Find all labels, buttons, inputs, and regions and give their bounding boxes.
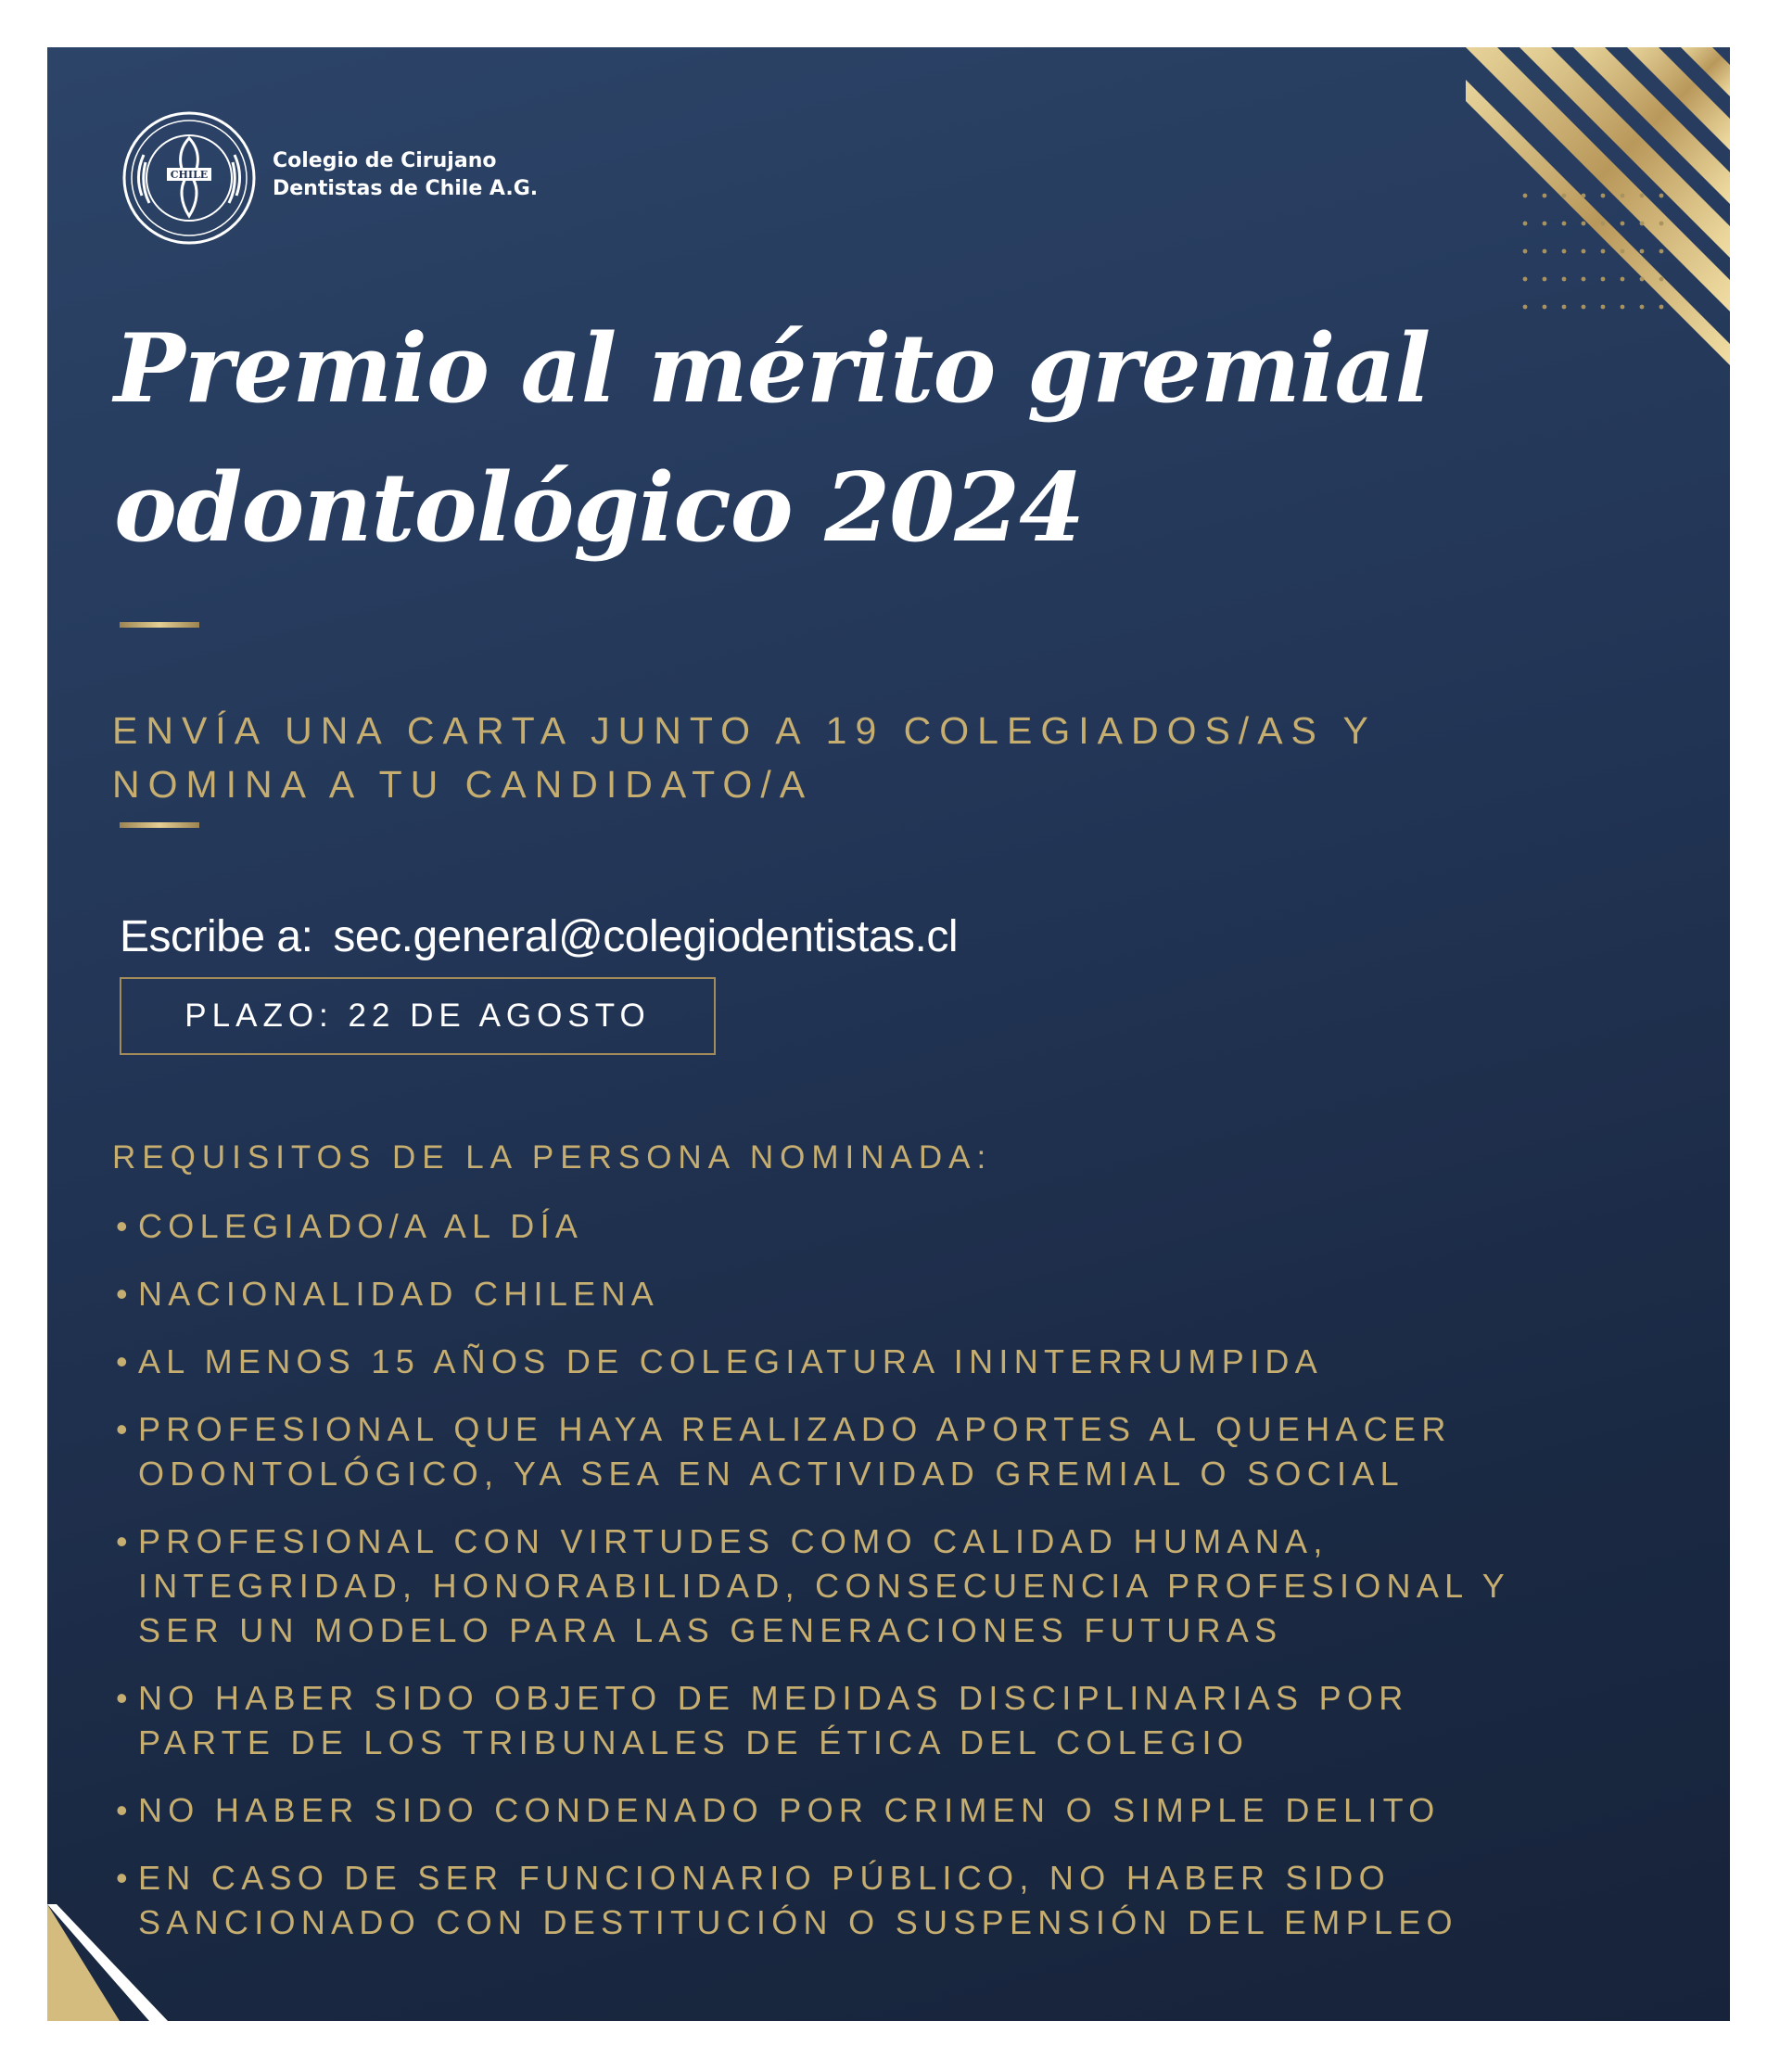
requirement-item	[116, 1272, 1729, 1316]
contact-email: sec.general@colegiodentistas.cl	[333, 912, 959, 961]
requirement-line: SANCIONADO CON DESTITUCIÓN O SUSPENSIÓN DEL EMPLEO	[138, 1903, 1458, 1941]
title-line2: odontológico 2024	[114, 452, 1085, 564]
requirement-item	[116, 1856, 1729, 1945]
dot-mark	[1562, 194, 1567, 198]
subtitle	[112, 704, 1377, 811]
dot-mark	[1543, 277, 1547, 282]
dot-mark	[1601, 194, 1606, 198]
dot-mark	[1640, 305, 1645, 310]
dot-mark	[1659, 249, 1664, 254]
requirement-line: PROFESIONAL CON VIRTUDES COMO CALIDAD HUMANA,	[138, 1522, 1329, 1560]
bullet-icon: •	[116, 1679, 128, 1717]
dot-mark	[1523, 249, 1528, 254]
requirement-line: EN CASO DE SER FUNCIONARIO PÚBLICO, NO HABER SIDO	[138, 1859, 1391, 1897]
subtitle-line2: NOMINA A TU CANDIDATO/A	[112, 763, 814, 806]
requirement-line: COLEGIADO/A AL DÍA	[138, 1207, 584, 1245]
organization-name	[273, 147, 538, 203]
dot-mark	[1640, 222, 1645, 226]
requirement-line: NACIONALIDAD CHILENA	[138, 1275, 660, 1313]
dot-mark	[1621, 222, 1625, 226]
college-seal-icon	[121, 110, 257, 246]
dot-mark	[1523, 305, 1528, 310]
dot-mark	[1640, 194, 1645, 198]
requirement-item	[116, 1340, 1729, 1384]
bullet-icon: •	[116, 1207, 128, 1245]
bullet-icon: •	[116, 1859, 128, 1897]
dot-mark	[1582, 222, 1586, 226]
bullet-icon: •	[116, 1275, 128, 1313]
dot-mark	[1640, 277, 1645, 282]
requirement-line: INTEGRIDAD, HONORABILIDAD, CONSECUENCIA PROFESIONAL Y	[138, 1567, 1511, 1605]
dot-mark	[1659, 194, 1664, 198]
requirement-line: NO HABER SIDO CONDENADO POR CRIMEN O SIMPLE DELITO	[138, 1791, 1441, 1829]
organization-name-line1: Colegio de Cirujano	[273, 149, 497, 172]
bullet-icon: •	[116, 1342, 128, 1380]
dot-mark	[1601, 277, 1606, 282]
gold-divider-top	[120, 622, 199, 628]
organization-name-line2: Dentistas de Chile A.G.	[273, 177, 539, 200]
requirement-line: AL MENOS 15 AÑOS DE COLEGIATURA ININTERRUMPIDA	[138, 1342, 1324, 1380]
title-line1: Premio al mérito gremial	[114, 313, 1430, 425]
dot-mark	[1523, 277, 1528, 282]
dot-mark	[1523, 194, 1528, 198]
gold-divider-bottom	[120, 822, 199, 828]
bullet-icon: •	[116, 1410, 128, 1448]
requirement-line: ODONTOLÓGICO, YA SEA EN ACTIVIDAD GREMIAL O SOCIAL	[138, 1455, 1405, 1493]
requirement-line: NO HABER SIDO OBJETO DE MEDIDAS DISCIPLINARIAS POR	[138, 1679, 1409, 1717]
poster	[47, 47, 1730, 2021]
dot-mark	[1582, 277, 1586, 282]
requirement-item	[116, 1519, 1729, 1653]
dot-mark	[1659, 305, 1664, 310]
subtitle-line1: ENVÍA UNA CARTA JUNTO A 19 COLEGIADOS/AS Y	[112, 709, 1377, 752]
requirements-list	[116, 1204, 1729, 1945]
requirement-item	[116, 1788, 1729, 1833]
contact-line	[120, 911, 958, 962]
requirement-item	[116, 1407, 1729, 1496]
dot-mark	[1621, 305, 1625, 310]
dot-mark	[1601, 222, 1606, 226]
poster-title	[114, 299, 1430, 578]
bullet-icon: •	[116, 1522, 128, 1560]
dot-mark	[1640, 249, 1645, 254]
svg-text:CHILE: CHILE	[170, 169, 209, 181]
dot-mark	[1659, 222, 1664, 226]
dot-mark	[1562, 277, 1567, 282]
dot-mark	[1601, 249, 1606, 254]
dot-mark	[1543, 305, 1547, 310]
dot-mark	[1543, 249, 1547, 254]
dot-mark	[1543, 194, 1547, 198]
dot-mark	[1582, 305, 1586, 310]
dot-mark	[1523, 222, 1528, 226]
requirement-line: PROFESIONAL QUE HAYA REALIZADO APORTES AL QUEHACER	[138, 1410, 1452, 1448]
dot-mark	[1621, 194, 1625, 198]
dot-mark	[1601, 305, 1606, 310]
deadline-text: PLAZO: 22 DE AGOSTO	[184, 998, 651, 1034]
dot-mark	[1621, 249, 1625, 254]
requirement-item	[116, 1676, 1729, 1765]
bullet-icon: •	[116, 1791, 128, 1829]
dot-mark	[1562, 222, 1567, 226]
contact-label: Escribe a:	[120, 912, 313, 961]
dot-mark	[1582, 249, 1586, 254]
dot-mark	[1543, 222, 1547, 226]
dot-grid-decoration	[1519, 190, 1668, 315]
requirement-line: SER UN MODELO PARA LAS GENERACIONES FUTURAS	[138, 1611, 1283, 1649]
dot-mark	[1562, 249, 1567, 254]
deadline-box	[120, 977, 716, 1055]
requirement-line: PARTE DE LOS TRIBUNALES DE ÉTICA DEL COLEGIO	[138, 1723, 1250, 1761]
requirement-item	[116, 1204, 1729, 1249]
dot-mark	[1621, 277, 1625, 282]
dot-mark	[1562, 305, 1567, 310]
dot-mark	[1582, 194, 1586, 198]
dot-mark	[1659, 277, 1664, 282]
requirements-heading: REQUISITOS DE LA PERSONA NOMINADA:	[112, 1139, 993, 1176]
